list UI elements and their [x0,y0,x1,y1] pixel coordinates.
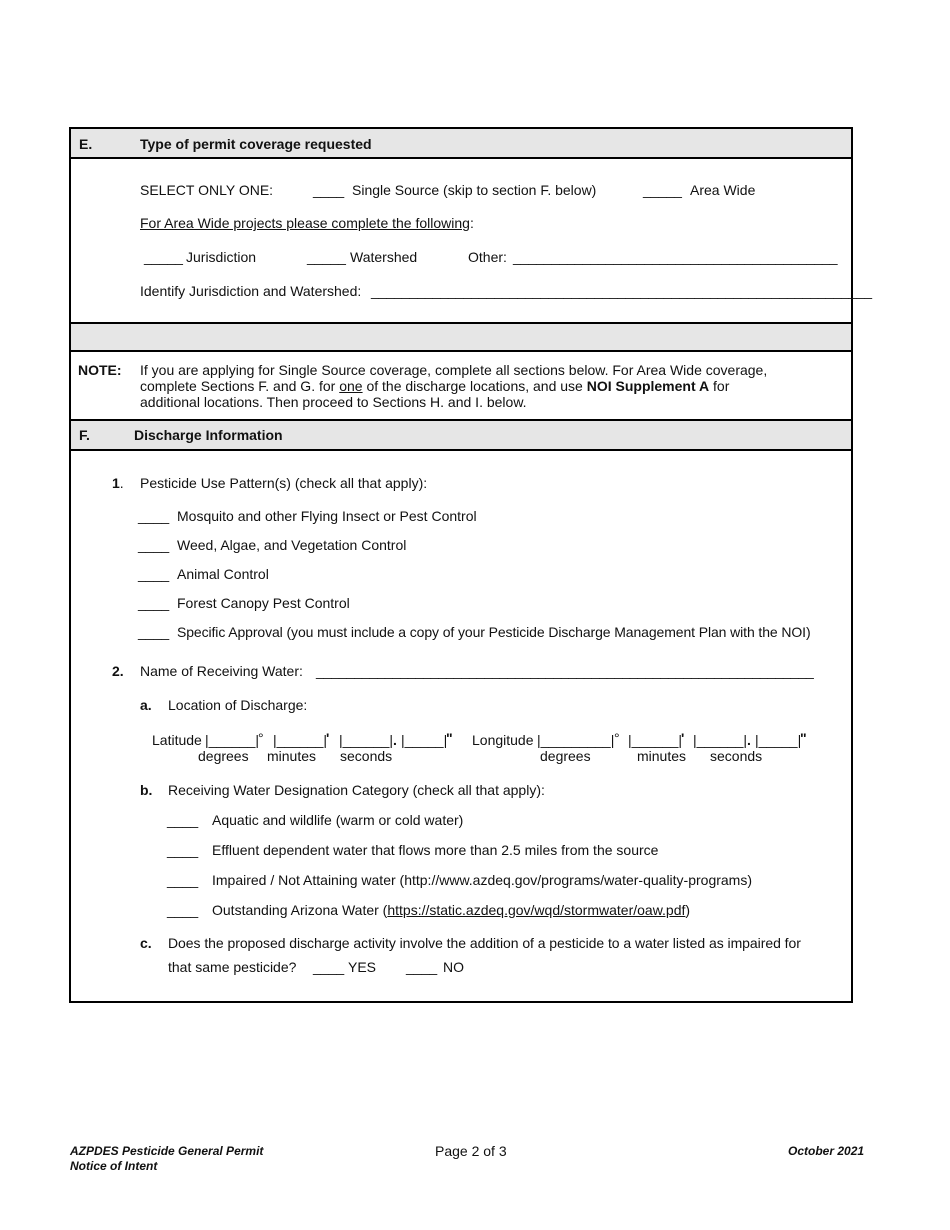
lat-minutes-caption: minutes [267,748,317,764]
lat-degree-symbol: ° [258,730,264,746]
lat-minutes-field[interactable]: |______| [273,732,327,748]
use-pattern-label: Mosquito and other Flying Insect or Pest Control [177,508,477,524]
q2-text: Name of Receiving Water: [140,663,303,679]
lat-degrees-caption: degrees [198,748,249,764]
note-line-2b: of the discharge locations, and use [362,378,587,394]
oaw-close: ) [685,902,691,918]
designation-label-oaw [212,902,690,918]
q1-text: Pesticide Use Pattern(s) (check all that apply): [140,475,428,491]
designation-blank[interactable]: ____ [167,842,199,858]
area-wide-label: Area Wide [690,182,756,198]
single-source-label: Single Source (skip to section F. below) [352,182,597,198]
qc-letter: c. [140,935,152,951]
note-supplement: NOI Supplement A [586,378,710,394]
lat-decimal-field[interactable]: |_____| [401,732,448,748]
designation-blank[interactable]: ____ [167,812,199,828]
lat-degrees-field[interactable]: |______| [205,732,259,748]
other-label: Other: [468,249,507,265]
single-source-blank[interactable]: ____ [313,182,345,198]
section-f-letter: F. [79,427,90,443]
note-line-3: additional locations. Then proceed to Sections H. and I. below. [140,394,527,410]
lon-decimal-point: . [747,732,751,748]
use-pattern-blank[interactable]: ____ [138,508,170,524]
section-e-letter: E. [79,136,93,152]
oaw-text: Outstanding Arizona Water ( [212,902,388,918]
blank-gray-band [71,322,851,352]
lat-second-symbol: " [446,730,453,746]
identify-label: Identify Jurisdiction and Watershed: [140,283,362,299]
lat-seconds-field[interactable]: |______| [339,732,393,748]
qc-line-2: that same pesticide? [168,959,297,975]
lon-degrees-caption: degrees [540,748,591,764]
no-label: NO [443,959,464,975]
watershed-blank[interactable]: _____ [307,249,346,265]
lon-minutes-field[interactable]: |______| [628,732,682,748]
q1-number [112,475,124,491]
yes-label: YES [348,959,377,975]
latitude-label: Latitude [152,732,202,748]
lon-seconds-field[interactable]: |______| [693,732,747,748]
qa-text: Location of Discharge: [168,697,308,713]
designation-blank[interactable]: ____ [167,872,199,888]
note-label: NOTE: [78,362,122,378]
footer-page-number: Page 2 of 3 [435,1143,507,1159]
lon-second-symbol: " [800,730,807,746]
lon-minute-symbol: ' [681,730,685,746]
receiving-water-input-line[interactable]: _________________________________________________________________ [316,663,814,679]
use-pattern-blank[interactable]: ____ [138,624,170,640]
lat-decimal-point: . [393,732,397,748]
oaw-link[interactable]: https://static.azdeq.gov/wqd/stormwater/oaw.pdf [387,902,686,918]
footer-date: October 2021 [788,1144,865,1158]
note-one: one [339,378,363,394]
qb-letter: b. [140,782,153,798]
section-e-header [71,129,851,159]
area-wide-instruction [140,215,474,231]
qa-letter: a. [140,697,152,713]
select-only-one-label: SELECT ONLY ONE: [140,182,274,198]
lat-minute-symbol: ' [326,730,330,746]
use-pattern-blank[interactable]: ____ [138,595,170,611]
section-f-header [71,419,851,451]
q1-number-digit: 1 [112,475,120,491]
designation-label: Impaired / Not Attaining water (http://www.azdeq.gov/programs/water-quality-programs) [212,872,753,888]
lon-degrees-field[interactable]: |_________| [537,732,615,748]
permit-form [69,127,872,1003]
q2-number: 2. [112,663,124,679]
lat-seconds-caption: seconds [340,748,393,764]
no-blank[interactable]: ____ [406,959,438,975]
other-input-line[interactable]: __________________________________________ [513,249,838,265]
note-line-2 [140,378,729,394]
area-wide-blank[interactable]: _____ [643,182,682,198]
footer-notice: Notice of Intent [70,1159,158,1173]
yes-blank[interactable]: ____ [313,959,345,975]
watershed-label: Watershed [350,249,418,265]
q1-number-dot: . [119,475,124,491]
note-line-1: If you are applying for Single Source coverage, complete all sections below. For Area Wide coverage, [140,362,768,378]
note-line-2c: for [709,378,730,394]
designation-label: Aquatic and wildlife (warm or cold water) [212,812,464,828]
lon-decimal-field[interactable]: |_____| [755,732,802,748]
section-f-title: Discharge Information [134,427,283,443]
use-pattern-label: Forest Canopy Pest Control [177,595,350,611]
use-pattern-blank[interactable]: ____ [138,566,170,582]
identify-input-line[interactable]: _________________________________________________________________ [371,283,872,299]
use-pattern-label: Specific Approval (you must include a copy of your Pesticide Discharge Management Plan with the NOI) [177,624,811,640]
designation-label: Effluent dependent water that flows more than 2.5 miles from the source [212,842,659,858]
note-line-2a: complete Sections F. and G. for [140,378,340,394]
use-pattern-label: Weed, Algae, and Vegetation Control [177,537,407,553]
area-wide-instruction-text: For Area Wide projects please complete the following [140,215,470,231]
qb-text: Receiving Water Designation Category (check all that apply): [168,782,545,798]
jurisdiction-blank[interactable]: _____ [144,249,183,265]
lon-seconds-caption: seconds [710,748,763,764]
qc-line-1: Does the proposed discharge activity involve the addition of a pesticide to a water listed as impaired for [168,935,801,951]
longitude-label: Longitude [472,732,534,748]
area-wide-instruction-colon: : [469,215,474,231]
use-pattern-label: Animal Control [177,566,269,582]
footer-permit-title: AZPDES Pesticide General Permit [70,1144,264,1158]
designation-blank[interactable]: ____ [167,902,199,918]
lon-degree-symbol: ° [614,730,620,746]
jurisdiction-label: Jurisdiction [186,249,257,265]
lon-minutes-caption: minutes [637,748,687,764]
use-pattern-blank[interactable]: ____ [138,537,170,553]
section-e-title: Type of permit coverage requested [140,136,372,152]
